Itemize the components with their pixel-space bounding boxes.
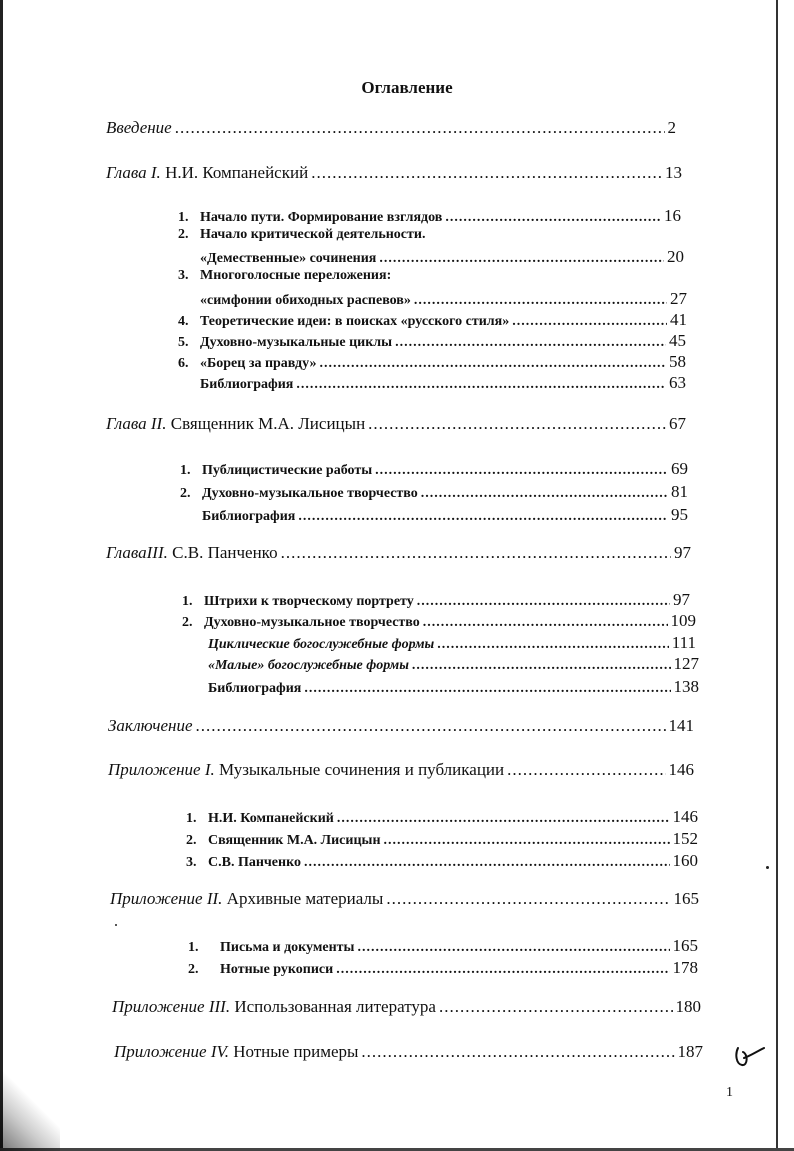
- toc-num: 1.: [186, 811, 197, 826]
- toc-page: 178: [672, 958, 698, 977]
- toc-label: Н.И. Компанейский: [208, 811, 334, 826]
- toc-page: 109: [670, 611, 696, 630]
- toc-leader: [384, 833, 670, 849]
- toc-page: 20: [667, 247, 684, 266]
- toc-page: 13: [665, 163, 682, 182]
- toc-num: 1.: [178, 210, 189, 225]
- toc-page: 180: [675, 997, 701, 1016]
- toc-label: С.В. Панченко: [172, 543, 278, 562]
- toc-subentry: [200, 289, 687, 309]
- toc-label: Использованная литература: [234, 997, 436, 1016]
- toc-num: 2.: [188, 962, 199, 977]
- toc-page: 63: [669, 373, 686, 392]
- toc-page: 45: [669, 331, 686, 350]
- toc-subentry: [178, 268, 681, 284]
- toc-prefix: Глава II.: [106, 414, 167, 433]
- toc-page: 41: [670, 310, 687, 329]
- toc-label: Нотные рукописи: [220, 962, 334, 977]
- toc-page: 146: [668, 760, 694, 779]
- toc-leader: [311, 163, 662, 183]
- toc-page: 187: [677, 1042, 703, 1061]
- toc-num: 3.: [186, 855, 197, 870]
- toc-label: Духовно-музыкальное творчество: [202, 486, 418, 501]
- toc-leader: [414, 293, 667, 309]
- toc-subentry: [202, 505, 688, 525]
- toc-page: 58: [669, 352, 686, 371]
- toc-leader: [298, 509, 668, 525]
- toc-subentry: [186, 851, 698, 871]
- toc-subentry: [208, 633, 696, 653]
- page-title: Оглавление: [361, 78, 453, 97]
- toc-label: Н.И. Компанейский: [165, 163, 309, 182]
- toc-leader: [375, 463, 668, 479]
- toc-page: 69: [671, 459, 688, 478]
- toc-subentry: [180, 482, 688, 502]
- toc-leader: [319, 356, 666, 372]
- toc-page: 95: [671, 505, 688, 524]
- toc-label: Введение: [106, 118, 172, 137]
- toc-leader: [175, 118, 665, 138]
- toc-label: Циклические богослужебные формы: [208, 637, 435, 652]
- toc-page: 127: [673, 654, 699, 673]
- toc-label: Начало критической деятельности.: [200, 227, 426, 242]
- toc-subentry: [188, 958, 698, 978]
- toc-label: Музыкальные сочинения и публикации: [219, 760, 505, 779]
- toc-leader: [296, 377, 666, 393]
- toc-num: 2.: [182, 615, 193, 630]
- toc-label: Теоретические идеи: в поисках «русского стиля»: [200, 314, 510, 329]
- toc-label: «симфонии обиходных распевов»: [200, 293, 411, 308]
- toc-leader: [507, 760, 665, 780]
- toc-subentry: [178, 310, 687, 330]
- toc-leader: [421, 486, 668, 502]
- toc-leader: [512, 314, 667, 330]
- toc-page: 146: [672, 807, 698, 826]
- toc-leader: [437, 637, 669, 653]
- toc-leader: [336, 962, 669, 978]
- toc-prefix: Глава I.: [106, 163, 161, 182]
- toc-page: 138: [673, 677, 699, 696]
- toc-label: Духовно-музыкальные циклы: [200, 335, 393, 350]
- toc-leader: [386, 889, 670, 909]
- toc-label: С.В. Панченко: [208, 855, 301, 870]
- toc-num: 1.: [182, 594, 193, 609]
- toc-label: Библиография: [202, 509, 296, 524]
- toc-prefix: Приложение IV.: [114, 1042, 229, 1061]
- toc-prefix: Приложение II.: [110, 889, 223, 908]
- toc-label: «Демественные» сочинения: [200, 251, 377, 266]
- toc-subentry: [178, 206, 681, 226]
- toc-entry-appendix-1: [108, 760, 694, 780]
- toc-leader: [304, 681, 670, 697]
- toc-subentry: [186, 807, 698, 827]
- toc-leader: [196, 716, 666, 736]
- toc-subentry: [200, 373, 686, 393]
- toc-leader: [379, 251, 664, 267]
- toc-num: 1.: [180, 463, 191, 478]
- toc-entry-appendix-3: [112, 997, 701, 1017]
- toc-page: 165: [673, 889, 699, 908]
- toc-entry-intro: [106, 118, 676, 138]
- toc-leader: [337, 811, 670, 827]
- toc-page: 111: [671, 633, 696, 652]
- toc-page: 67: [669, 414, 686, 433]
- toc-label: Духовно-музыкальное творчество: [204, 615, 420, 630]
- handwritten-initials-mark: [732, 1040, 768, 1070]
- toc-prefix: Приложение I.: [108, 760, 215, 779]
- toc-subentry: [178, 352, 686, 372]
- toc-label: Священник М.А. Лисицын: [170, 414, 366, 433]
- toc-num: 2.: [180, 486, 191, 501]
- toc-label: «Борец за правду»: [200, 356, 317, 371]
- toc-label: «Малые» богослужебные формы: [208, 658, 409, 673]
- toc-page: 2: [667, 118, 676, 137]
- toc-prefix: Приложение III.: [112, 997, 231, 1016]
- toc-page: 97: [674, 543, 691, 562]
- toc-page: 165: [672, 936, 698, 955]
- toc-label: Библиография: [200, 377, 294, 392]
- toc-label: Начало пути. Формирование взглядов: [200, 210, 443, 225]
- toc-subentry: [178, 331, 686, 351]
- toc-entry-conclusion: [108, 716, 694, 736]
- toc-subentry: [180, 459, 688, 479]
- toc-num: 2.: [186, 833, 197, 848]
- toc-page: 152: [672, 829, 698, 848]
- toc-page: 141: [668, 716, 694, 735]
- toc-label: Нотные примеры: [233, 1042, 359, 1061]
- toc-subentry: [182, 611, 696, 631]
- toc-entry-chapter-2: [106, 414, 686, 434]
- toc-label: Священник М.А. Лисицын: [208, 833, 381, 848]
- toc-label: Библиография: [208, 681, 302, 696]
- toc-entry-chapter-1: [106, 163, 682, 183]
- toc-num: 6.: [178, 356, 189, 371]
- toc-num: 3.: [178, 268, 189, 283]
- toc-label: Заключение: [108, 716, 193, 735]
- toc-leader: [361, 1042, 674, 1062]
- toc-prefix: ГлаваIII.: [106, 543, 168, 562]
- toc-entry-chapter-3: [106, 543, 691, 563]
- toc-page: 160: [672, 851, 698, 870]
- toc-num: 1.: [188, 940, 199, 955]
- scan-border-right: [776, 0, 778, 1151]
- scan-border-left: [0, 0, 3, 1151]
- toc-leader: [417, 594, 670, 610]
- toc-label: Штрихи к творческому портрету: [204, 594, 414, 609]
- toc-num: 4.: [178, 314, 189, 329]
- toc-leader: [412, 658, 671, 674]
- toc-leader: [439, 997, 673, 1017]
- toc-label: Письма и документы: [220, 940, 355, 955]
- toc-leader: [304, 855, 670, 871]
- page-number: 1: [726, 1085, 733, 1100]
- scan-corner-shadow: [0, 1071, 60, 1151]
- toc-subentry: [188, 936, 698, 956]
- toc-entry-appendix-4: [114, 1042, 703, 1062]
- toc-num: 2.: [178, 227, 189, 242]
- toc-leader: [357, 940, 669, 956]
- toc-leader: [423, 615, 668, 631]
- toc-leader: [395, 335, 666, 351]
- toc-label: Публицистические работы: [202, 463, 373, 478]
- toc-leader: [445, 210, 661, 226]
- toc-subentry: [208, 654, 699, 674]
- scan-speck: [115, 924, 117, 926]
- toc-leader: [368, 414, 666, 434]
- toc-page: 81: [671, 482, 688, 501]
- toc-entry-appendix-2: [110, 889, 699, 909]
- toc-label: Архивные материалы: [226, 889, 384, 908]
- toc-subentry: [200, 247, 684, 267]
- toc-subentry: [208, 677, 699, 697]
- toc-subentry: [186, 829, 698, 849]
- toc-label: Многоголосные переложения:: [200, 268, 392, 283]
- toc-num: 5.: [178, 335, 189, 350]
- toc-page: 16: [664, 206, 681, 225]
- toc-subentry: [182, 590, 690, 610]
- toc-page: 97: [673, 590, 690, 609]
- toc-leader: [281, 543, 671, 563]
- scan-speck: [766, 866, 769, 869]
- toc-page: 27: [670, 289, 687, 308]
- toc-subentry: [178, 227, 681, 243]
